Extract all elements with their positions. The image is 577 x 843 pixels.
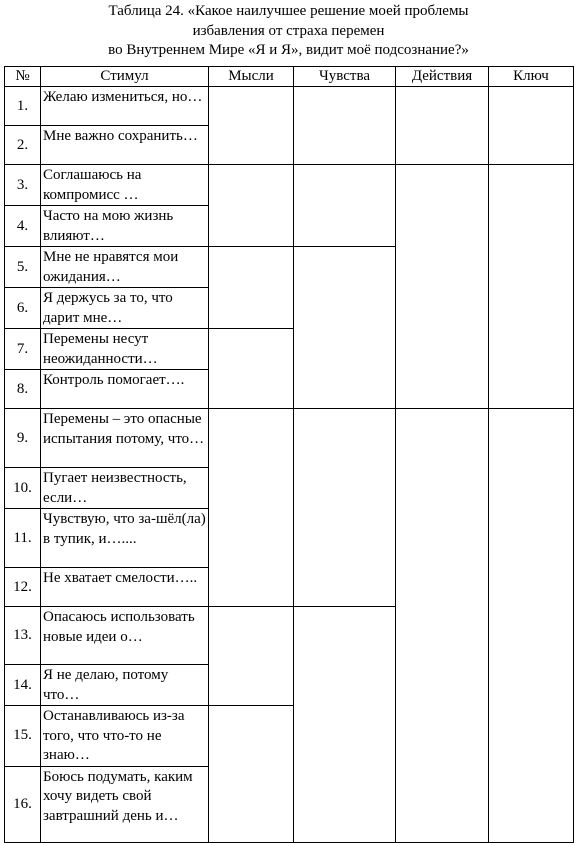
- row-stimulus: Не хватает смелости…..: [41, 568, 209, 607]
- feelings-cell[interactable]: [294, 165, 396, 247]
- row-stimulus: Пугает неизвестность, если…: [41, 468, 209, 509]
- actions-cell[interactable]: [396, 409, 489, 843]
- thoughts-cell[interactable]: [209, 409, 294, 607]
- actions-cell[interactable]: [396, 87, 489, 165]
- header-actions: Действия: [396, 67, 489, 87]
- row-number: 10.: [5, 468, 41, 509]
- row-stimulus: Я не делаю, потому что…: [41, 665, 209, 706]
- row-number: 8.: [5, 370, 41, 409]
- feelings-cell[interactable]: [294, 607, 396, 843]
- row-number: 12.: [5, 568, 41, 607]
- header-number: №: [5, 67, 41, 87]
- row-number: 9.: [5, 409, 41, 468]
- row-number: 6.: [5, 288, 41, 329]
- row-number: 5.: [5, 247, 41, 288]
- row-stimulus: Соглашаюсь на компромисс …: [41, 165, 209, 206]
- row-number: 15.: [5, 706, 41, 767]
- stimulus-table: [4, 66, 574, 843]
- thoughts-cell[interactable]: [209, 87, 294, 165]
- row-number: 11.: [5, 509, 41, 568]
- header-feelings: Чувства: [294, 67, 396, 87]
- row-stimulus: Я держусь за то, что дарит мне…: [41, 288, 209, 329]
- row-stimulus: Часто на мою жизнь влияют…: [41, 206, 209, 247]
- key-cell[interactable]: [489, 165, 574, 409]
- row-number: 16.: [5, 766, 41, 842]
- row-stimulus: Чувствую, что за-шёл(ла) в тупик, и…....: [41, 509, 209, 568]
- row-number: 2.: [5, 126, 41, 165]
- row-number: 7.: [5, 329, 41, 370]
- row-stimulus: Опасаюсь использовать новые идеи о…: [41, 607, 209, 665]
- row-number: 4.: [5, 206, 41, 247]
- row-stimulus: Контроль помогает….: [41, 370, 209, 409]
- key-cell[interactable]: [489, 87, 574, 165]
- thoughts-cell[interactable]: [209, 247, 294, 329]
- feelings-cell[interactable]: [294, 87, 396, 165]
- header-key: Ключ: [489, 67, 574, 87]
- thoughts-cell[interactable]: [209, 607, 294, 706]
- row-number: 3.: [5, 165, 41, 206]
- thoughts-cell[interactable]: [209, 329, 294, 409]
- row-stimulus: Перемены несут неожиданности…: [41, 329, 209, 370]
- row-number: 13.: [5, 607, 41, 665]
- table-row: [5, 165, 574, 206]
- thoughts-cell[interactable]: [209, 165, 294, 247]
- header-row: [5, 67, 574, 87]
- feelings-cell[interactable]: [294, 247, 396, 409]
- title-line-1: Таблица 24. «Какое наилучшее решение моей проблемы: [108, 3, 469, 19]
- table-row: [5, 87, 574, 126]
- row-stimulus: Мне не нравятся мои ожидания…: [41, 247, 209, 288]
- row-stimulus: Останавливаюсь из-за того, что что-то не знаю…: [41, 706, 209, 767]
- row-stimulus: Перемены – это опасные испытания потому, что…: [41, 409, 209, 468]
- row-number: 14.: [5, 665, 41, 706]
- feelings-cell[interactable]: [294, 409, 396, 607]
- title-line-3: во Внутреннем Мире «Я и Я», видит моё подсознание?»: [108, 42, 469, 58]
- row-stimulus: Мне важно сохранить…: [41, 126, 209, 165]
- row-number: 1.: [5, 87, 41, 126]
- row-stimulus: Желаю измениться, но…: [41, 87, 209, 126]
- row-stimulus: Боюсь подумать, каким хочу видеть свой завтрашний день и…: [41, 766, 209, 842]
- title-line-2: избавления от страха перемен: [192, 22, 385, 39]
- header-thoughts: Мысли: [209, 67, 294, 87]
- actions-cell[interactable]: [396, 165, 489, 409]
- table-title: [0, 2, 577, 61]
- table-row: [5, 409, 574, 468]
- key-cell[interactable]: [489, 409, 574, 843]
- header-stimulus: Стимул: [41, 67, 209, 87]
- thoughts-cell[interactable]: [209, 706, 294, 843]
